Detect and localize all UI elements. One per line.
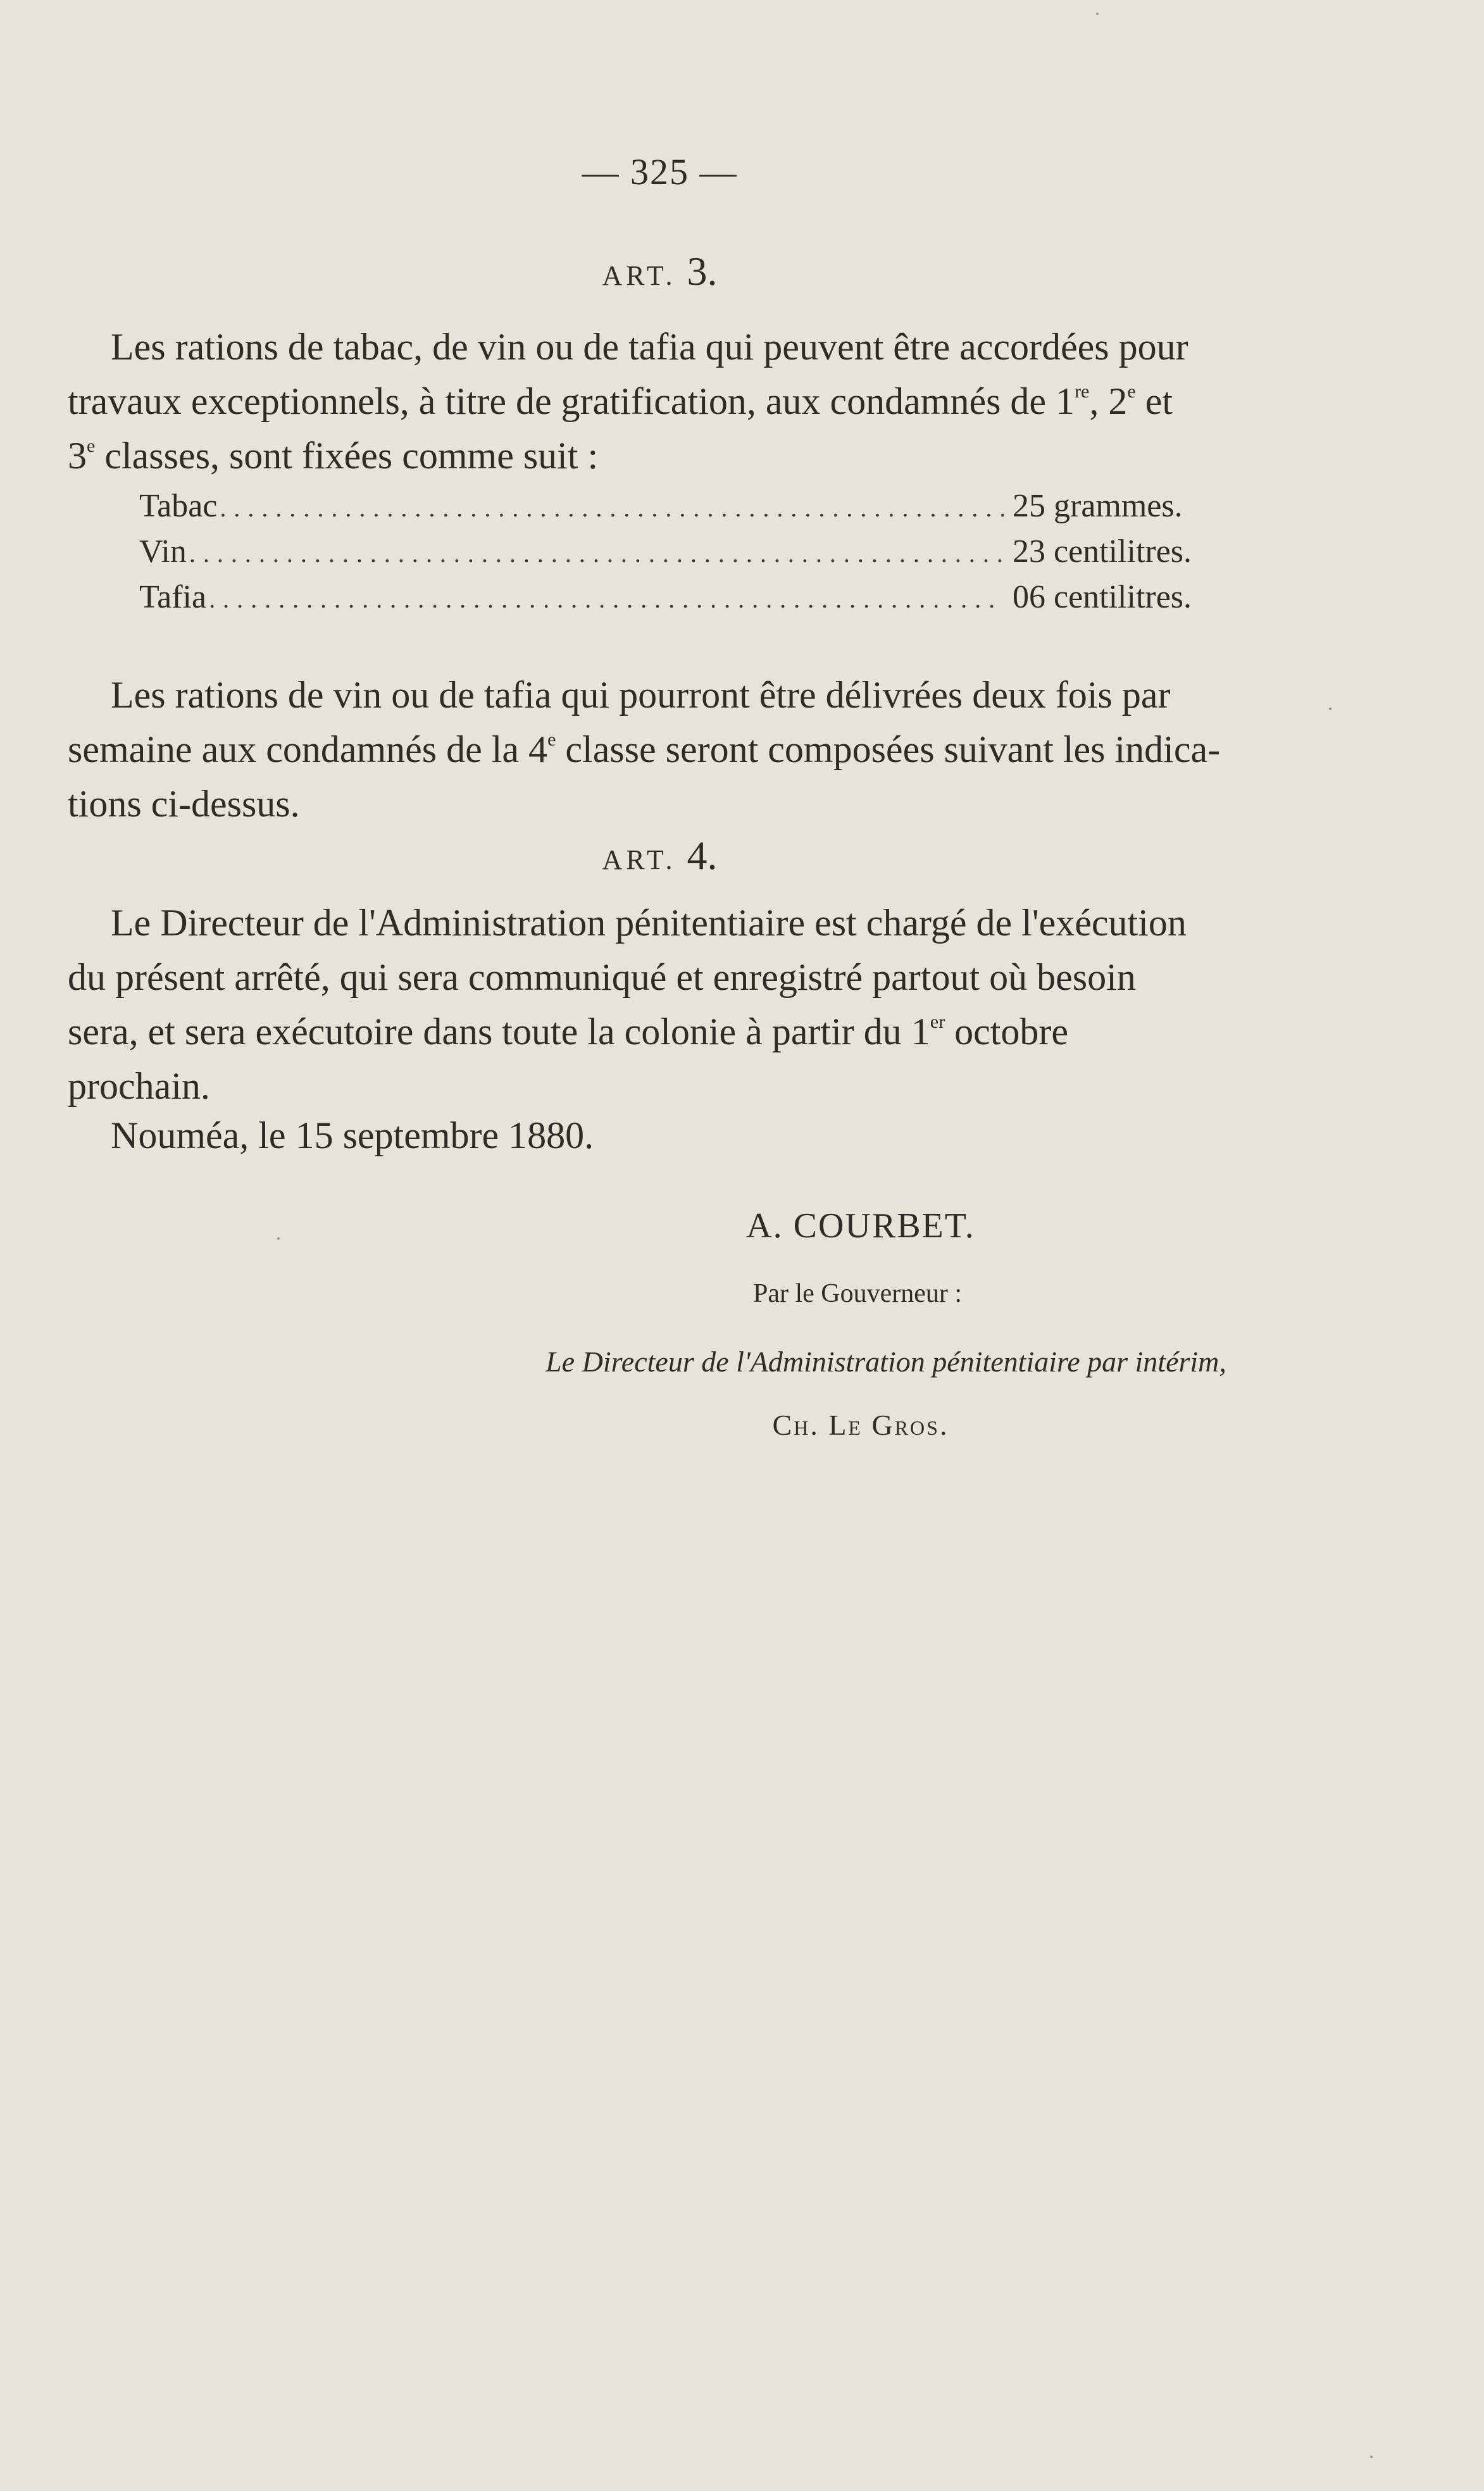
dot-leader (209, 584, 1004, 614)
paragraph-line: Le Directeur de l'Administration pénitentiaire est chargé de l'exécution (111, 902, 1187, 944)
paragraph-line: Les rations de tabac, de vin ou de tafia qui peuvent être accordées pour (111, 326, 1188, 368)
signature: A. COURBET. (746, 1206, 975, 1246)
paragraph-line: du présent arrêté, qui sera communiqué et enregistré partout où besoin (68, 956, 1136, 998)
by-governor-line: Par le Gouverneur : (752, 1279, 963, 1308)
article-label: ART. (602, 844, 677, 875)
paragraph-line: travaux exceptionnels, à titre de gratification, aux condamnés de 1re, 2e et (68, 380, 1173, 422)
paper-speck (1329, 708, 1331, 710)
ration-item: Tabac (139, 488, 218, 524)
paragraph-line: tions ci-dessus. (68, 783, 300, 825)
director-name: Ch. Le Gros. (772, 1409, 949, 1441)
article-3-paragraph (68, 320, 1275, 483)
date-line: Nouméa, le 15 septembre 1880. (111, 1114, 594, 1156)
ration-row-tabac (139, 487, 1228, 533)
paragraph-line: 3e classes, sont fixées comme suit : (68, 435, 599, 477)
ration-quantity: 25 grammes. (1013, 488, 1183, 524)
paper-speck (1096, 13, 1099, 15)
ration-item: Vin (139, 534, 187, 570)
ration-item: Tafia (139, 579, 207, 615)
article-4-heading (0, 832, 1319, 879)
rations-note-paragraph (68, 668, 1275, 831)
article-number: 4. (687, 833, 718, 878)
dot-leader (220, 493, 1004, 523)
ration-quantity: 23 centilitres. (1013, 534, 1192, 570)
page-number: — 325 — (582, 151, 738, 192)
paragraph-line: Les rations de vin ou de tafia qui pourront être délivrées deux fois par (111, 674, 1171, 716)
ration-row-tafia (139, 578, 1228, 624)
dot-leader (189, 539, 1004, 568)
ration-table (139, 487, 1228, 624)
paragraph-line: semaine aux condamnés de la 4e classe seront composées suivant les indica- (68, 728, 1221, 770)
article-number: 3. (687, 249, 718, 294)
paper-speck (277, 1237, 280, 1240)
paragraph-line: sera, et sera exécutoire dans toute la colonie à partir du 1er octobre (68, 1011, 1068, 1052)
director-title: Le Directeur de l'Administration pénitentiaire par intérim, (546, 1345, 1226, 1378)
ration-row-vin (139, 533, 1228, 578)
article-3-heading (0, 248, 1319, 295)
paper-speck (1370, 2456, 1373, 2458)
article-4-paragraph (68, 896, 1275, 1113)
article-label: ART. (602, 260, 677, 291)
paragraph-line: prochain. (68, 1065, 210, 1107)
ration-quantity: 06 centilitres. (1013, 579, 1192, 615)
